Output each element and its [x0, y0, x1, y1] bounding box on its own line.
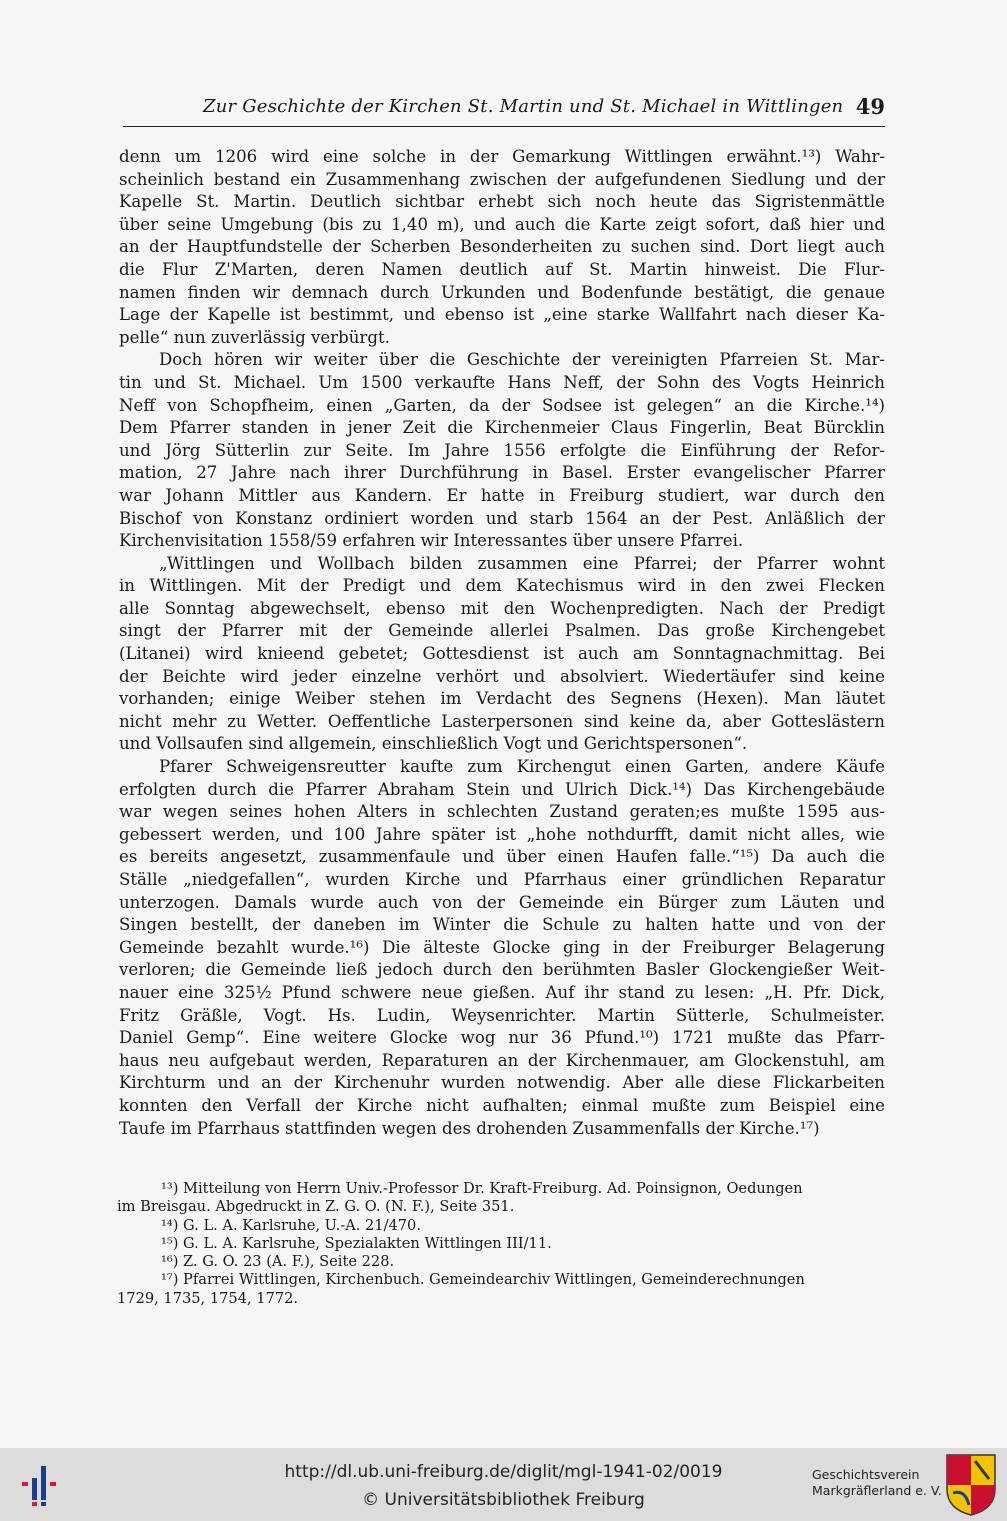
text-line: und Vollsaufen sind allgemein, einschließlich Vogt und Gerichtspersonen“. — [119, 734, 748, 754]
text-line: (Litanei) wird knieend gebetet; Gottesdienst ist auch am Sonntagnachmittag. Bei — [119, 644, 885, 664]
text-line: Neff von Schopfheim, einen „Garten, da der Sodsee ist gelegen“ an die Kirche.¹⁴) — [119, 395, 885, 415]
text-line: nauer eine 325½ Pfund schwere neue gießen. Auf ihr stand zu lesen: „H. Pfr. Dick, — [119, 982, 885, 1002]
footnote-line: ¹⁶) Z. G. O. 23 (A. F.), Seite 228. — [161, 1253, 395, 1271]
running-title: Zur Geschichte der Kirchen St. Martin und St. Michael in Wittlingen — [203, 96, 844, 117]
text-line: alle Sonntag abgewechselt, ebenso mit den Wochenpredigten. Nach der Predigt — [119, 598, 885, 618]
footnote — [117, 1217, 885, 1235]
text-line: Dem Pfarrer standen in jener Zeit die Kirchenmeier Claus Fingerlin, Beat Bürcklin — [119, 418, 885, 438]
paragraph-4 — [119, 756, 885, 1140]
footnote-line: ¹⁷) Pfarrei Wittlingen, Kirchenbuch. Gemeindearchiv Wittlingen, Gemeinderechnungen — [161, 1271, 805, 1289]
footnote-line: ¹⁴) G. L. A. Karlsruhe, U.-A. 21/470. — [161, 1216, 421, 1234]
text-line: vorhanden; einige Weiber stehen im Verdacht des Segnens (Hexen). Man läutet — [119, 689, 885, 709]
text-line: Taufe im Pfarrhaus stattfinden wegen des drohenden Zusammenfalls der Kirche.¹⁷) — [119, 1118, 820, 1138]
text-line: nicht mehr zu Wetter. Oeffentliche Lasterpersonen sind keine da, aber Gotteslästern — [119, 711, 885, 731]
text-line: unterzogen. Damals wurde auch von der Gemeinde ein Bürger zum Läuten und — [119, 892, 885, 912]
text-line: Daniel Gemp“. Eine weitere Glocke wog nur 36 Pfund.¹⁰) 1721 mußte das Pfarr- — [119, 1028, 885, 1048]
page-number: 49 — [855, 94, 885, 119]
footer-url[interactable]: http://dl.ub.uni-freiburg.de/diglit/mgl-1941-02/0019 — [284, 1462, 723, 1482]
text-line: Gemeinde bezahlt wurde.¹⁶) Die älteste Glocke ging in der Freiburger Belagerung — [119, 937, 885, 957]
text-line: Lage der Kapelle ist bestimmt, und ebenso ist „eine starke Wallfahrt nach dieser Ka- — [119, 305, 885, 325]
text-line: und Jörg Sütterlin zur Seite. Im Jahre 1556 erfolgte die Einführung der Refor- — [119, 440, 885, 460]
society-name — [812, 1467, 942, 1499]
text-line: an der Hauptfundstelle der Scherben Besonderheiten zu suchen sind. Dort liegt auch — [119, 237, 885, 257]
text-line: war Johann Mittler aus Kandern. Er hatte in Freiburg studiert, war durch den — [119, 485, 885, 505]
text-line: Fritz Gräßle, Vogt. Hs. Ludin, Weysenrichter. Martin Sütterle, Schulmeister. — [119, 1005, 885, 1025]
text-line: „Wittlingen und Wollbach bilden zusammen eine Pfarrei; der Pfarrer wohnt — [159, 553, 885, 573]
text-line: verloren; die Gemeinde ließ jedoch durch den berühmten Basler Glockengießer Weit- — [119, 960, 885, 980]
text-line: war wegen seines hohen Alters in schlechten Zustand geraten;es mußte 1595 aus- — [119, 802, 885, 822]
footnote-line: 1729, 1735, 1754, 1772. — [117, 1289, 299, 1307]
text-line: tin und St. Michael. Um 1500 verkaufte Hans Neff, der Sohn des Vogts Heinrich — [119, 372, 885, 392]
body-text — [119, 146, 885, 1140]
footnotes — [117, 1180, 885, 1308]
text-line: über seine Umgebung (bis zu 1,40 m), und auch die Karte zeigt sofort, daß hier und — [119, 214, 885, 234]
footnote-line: im Breisgau. Abgedruckt in Z. G. O. (N. F.), Seite 351. — [117, 1198, 515, 1216]
text-line: konnten den Verfall der Kirche nicht aufhalten; einmal mußte zum Beispiel eine — [119, 1095, 885, 1115]
text-line: Pfarer Schweigensreutter kaufte zum Kirchengut einen Garten, andere Käufe — [159, 757, 885, 777]
footer-copyright: © Universitätsbibliothek Freiburg — [362, 1490, 645, 1510]
text-line: gebessert werden, und 100 Jahre später ist „hohe nothdurfft, damit nicht alles, wie — [119, 824, 885, 844]
text-line: singt der Pfarrer mit der Gemeinde allerlei Psalmen. Das große Kirchengebet — [119, 621, 885, 641]
viewer-footer — [0, 1448, 1007, 1521]
text-line: es bereits angesetzt, zusammenfaule und über einen Haufen falle.“¹⁵) Da auch die — [119, 847, 885, 867]
text-line: scheinlich bestand ein Zusammenhang zwischen der aufgefundenen Siedlung und der — [119, 169, 885, 189]
text-line: haus neu aufgebaut werden, Reparaturen an der Kirchenmauer, am Glockenstuhl, am — [119, 1050, 885, 1070]
paragraph-1 — [119, 146, 885, 349]
text-line: Kirchturm und an der Kirchenuhr wurden notwendig. Aber alle diese Flickarbeiten — [119, 1073, 885, 1093]
text-line: Ställe „niedgefallen“, wurden Kirche und Pfarrhaus einer gründlichen Reparatur — [119, 870, 885, 889]
footnote — [117, 1180, 885, 1217]
paragraph-3 — [119, 553, 885, 756]
paragraph-2 — [119, 349, 885, 552]
running-head — [123, 92, 885, 127]
text-line: erfolgten durch die Pfarrer Abraham Stein und Ulrich Dick.¹⁴) Das Kirchengebäude — [119, 779, 885, 799]
text-line: in Wittlingen. Mit der Predigt und dem Katechismus wird in den zwei Flecken — [119, 576, 885, 596]
text-line: Bischof von Konstanz ordiniert worden und starb 1564 an der Pest. Anläßlich der — [119, 508, 885, 528]
footnote — [117, 1253, 885, 1271]
text-line: denn um 1206 wird eine solche in der Gemarkung Wittlingen erwähnt.¹³) Wahr- — [119, 147, 885, 166]
footnote — [117, 1235, 885, 1253]
text-line: Kirchenvisitation 1558/59 erfahren wir Interessantes über unsere Pfarrei. — [119, 531, 744, 551]
text-line: Doch hören wir weiter über die Geschichte der vereinigten Pfarreien St. Mar- — [159, 350, 885, 370]
text-line: der Beichte wird jeder einzelne verhört und absolviert. Wiedertäufer sind keine — [119, 666, 885, 686]
text-line: die Flur Z'Marten, deren Namen deutlich auf St. Martin hinweist. Die Flur- — [119, 259, 885, 279]
text-line: pelle“ nun zuverlässig verbürgt. — [119, 327, 390, 347]
society-line-1: Geschichtsverein — [812, 1467, 920, 1482]
text-line: Singen bestellt, der daneben im Winter die Schule zu halten hatte und von der — [119, 915, 885, 935]
footnote — [117, 1271, 885, 1308]
text-line: mation, 27 Jahre nach ihrer Durchführung in Basel. Erster evangelischer Pfarrer — [119, 463, 885, 483]
footnote-line: ¹⁵) G. L. A. Karlsruhe, Spezialakten Wittlingen III/11. — [161, 1234, 552, 1252]
text-line: namen finden wir demnach durch Urkunden und Bodenfunde bestätigt, die genaue — [119, 282, 885, 302]
footnote-line: ¹³) Mitteilung von Herrn Univ.-Professor Dr. Kraft-Freiburg. Ad. Poinsignon, Oedungen — [161, 1180, 803, 1197]
coat-of-arms-icon — [945, 1453, 997, 1517]
text-line: Kapelle St. Martin. Deutlich sichtbar erhebt sich noch heute das Sigristenmättle — [119, 192, 885, 212]
society-line-2: Markgräflerland e. V. — [812, 1483, 942, 1498]
